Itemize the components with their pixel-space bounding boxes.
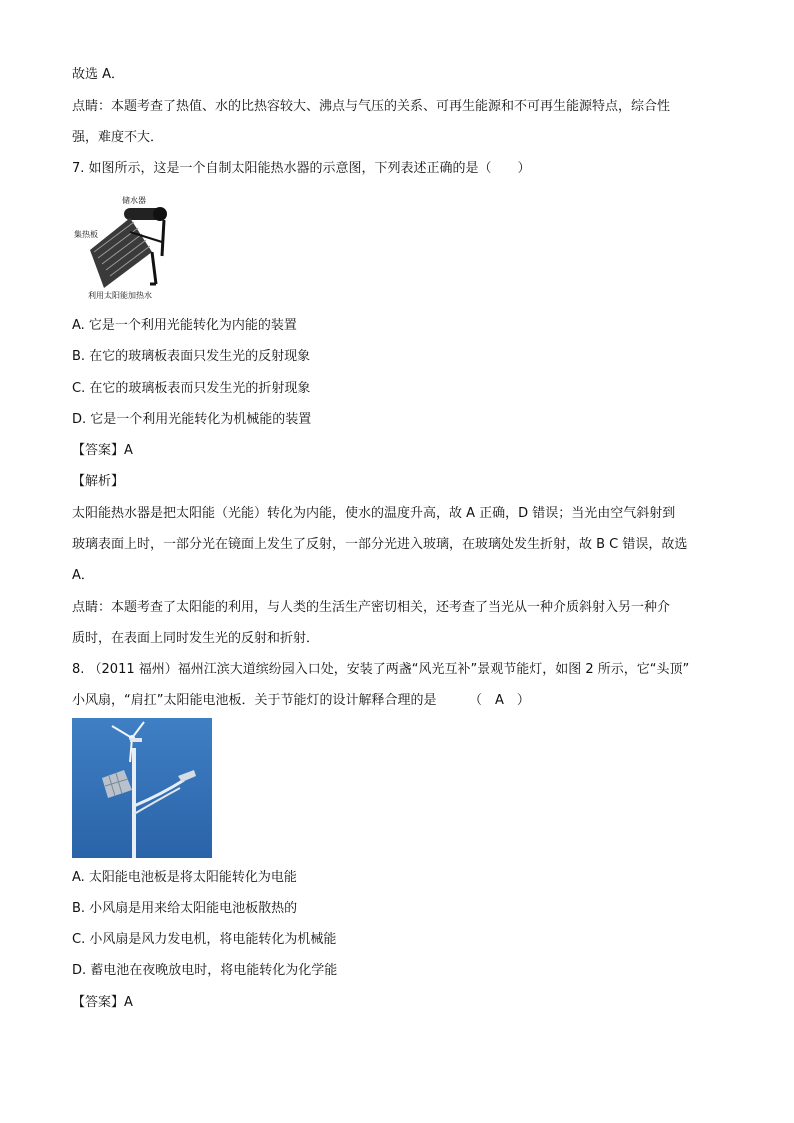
analysis-line-1: 太阳能热水器是把太阳能（光能）转化为内能，使水的温度升高，故 A 正确，D 错误；当光由空气斜射到 [72,506,676,521]
q7-option-c: C. 在它的玻璃板表而只发生光的折射现象 [72,381,311,396]
q8-option-c: C. 小风扇是风力发电机，将电能转化为机械能 [72,932,337,947]
analysis-line-2: 玻璃表面上时，一部分光在镜面上发生了反射，一部分光进入玻璃，在玻璃处发生折射，故 B C 错误，故选 [72,537,688,552]
tip-line-2: 强，难度不大． [72,130,164,145]
street-lamp-photo [72,718,212,858]
q8-answer: 【答案】A [72,995,133,1010]
q7-option-d: D. 它是一个利用光能转化为机械能的装置 [72,412,312,427]
tank-label: 储水器 [122,196,146,205]
q8-option-b: B. 小风扇是用来给太阳能电池板散热的 [72,901,298,916]
q7-option-a: A. 它是一个利用光能转化为内能的装置 [72,318,297,333]
tip2-line-2: 质时，在表面上同时发生光的反射和折射． [72,631,320,646]
analysis-heading: 【解析】 [72,474,125,489]
tip-line-1: 点睛：本题考查了热值、水的比热容较大、沸点与气压的关系、可再生能源和不可再生能源特点，综合性 [72,99,671,114]
tip2-line-1: 点睛：本题考查了太阳能的利用，与人类的生活生产密切相关，还考查了当光从一种介质斜射入另一种介 [72,600,671,615]
question-8-stem-1: 8. （2011 福州）福州江滨大道缤纷园入口处，安装了两盏“风光互补”景观节能灯，如图 2 所示，它“头顶” [72,662,690,677]
q7-answer: 【答案】A [72,443,133,458]
question-8-stem-2: 小风扇，“肩扛”太阳能电池板．关于节能灯的设计解释合理的是 （ A ） [72,693,530,708]
q7-option-b: B. 在它的玻璃板表面只发生光的反射现象 [72,349,311,364]
analysis-line-3: A． [72,568,94,583]
q8-option-d: D. 蓄电池在夜晚放电时，将电能转化为化学能 [72,963,338,978]
q8-option-a: A. 太阳能电池板是将太阳能转化为电能 [72,870,297,885]
question-7-stem: 7. 如图所示，这是一个自制太阳能热水器的示意图，下列表述正确的是（ ） [72,161,531,176]
solar-water-heater-figure [72,192,182,304]
panel-label: 集热板 [74,230,98,239]
conclusion-line: 故选 A． [72,67,125,82]
figure-caption: 利用太阳能加热水 [88,291,152,300]
